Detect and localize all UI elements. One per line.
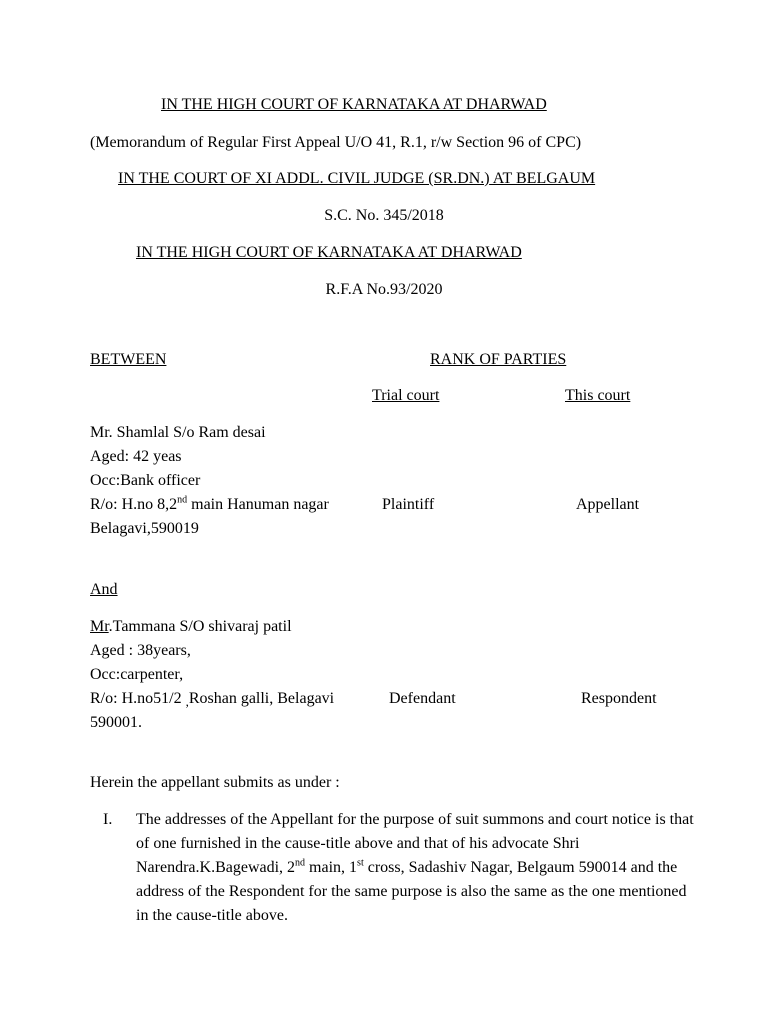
rfa-number: R.F.A No.93/2020 [325,281,443,298]
appellant-city: Belagavi,590019 [90,520,199,537]
respondent-name [90,617,292,637]
memorandum-line: (Memorandum of Regular First Appeal U/O 41, R.1, r/w Section 96 of CPC) [90,134,582,151]
respondent-address-b: , [185,694,189,709]
and-label: And [90,581,118,598]
appellant-address-prefix: R/o: H.no 8,2 [90,496,178,513]
submission-paragraph [136,808,696,928]
lower-court-name: IN THE COURT OF XI ADDL. CIVIL JUDGE (SR.DN.) [118,170,490,187]
appellant-address-sup: nd [177,494,188,506]
respondent-title: Mr [90,618,109,635]
appellant-address-suffix: main Hanuman nagar [187,496,329,513]
item-number: I. [103,811,113,828]
respondent-pin: 590001. [90,714,142,731]
appellant-occupation: Occ:Bank officer [90,472,201,489]
case-number: S.C. No. 345/2018 [324,207,444,224]
paragraph-text-2: main, 1 [305,859,358,876]
respondent-trial-rank: Defendant [389,690,456,707]
paragraph-text-1: The addresses of the Appellant for the purpose of suit summons and court notice is that of one furnished in the cause-title above and that of his advocate Shri Narendra.K.Bagewadi, 2 [136,811,694,876]
paragraph-sup-2: st [357,857,364,869]
respondent-address-c: Roshan galli, Belagavi [188,690,335,707]
this-court-label: This court [565,387,631,404]
respondent-occupation: Occ:carpenter, [90,666,184,683]
paragraph-sup-1: nd [295,857,306,869]
between-label: BETWEEN [90,351,167,368]
respondent-address-a: R/o: H.no51/2 [90,690,186,707]
submission-intro: Herein the appellant submits as under : [90,774,340,791]
paragraph-text-3: cross, Sadashiv Nagar, Belgaum 590014 and the address of the Respondent for the same purpose is also the same as the one mentioned in the cause-title above. [136,859,687,924]
respondent-name-rest: .Tammana S/O shivaraj patil [108,618,292,635]
lower-court-place: AT BELGAUM [489,170,596,187]
appellant-trial-rank: Plaintiff [382,496,435,513]
respondent-age: Aged : 38years, [90,642,191,659]
appellant-name: Mr. Shamlal S/o Ram desai [90,424,266,441]
court-title: IN THE HIGH COURT OF KARNATAKA AT DHARWAD [161,96,547,113]
appellant-age: Aged: 42 yeas [90,448,182,465]
respondent-address [90,689,334,712]
appellant-address [90,495,329,515]
respondent-court-rank: Respondent [581,690,657,707]
rank-of-parties-label: RANK OF PARTIES [430,351,567,368]
appellant-court-rank: Appellant [576,496,640,513]
appeal-court-title: IN THE HIGH COURT OF KARNATAKA AT DHARWAD [136,244,522,261]
lower-court-line [118,169,595,189]
trial-court-label: Trial court [372,387,440,404]
